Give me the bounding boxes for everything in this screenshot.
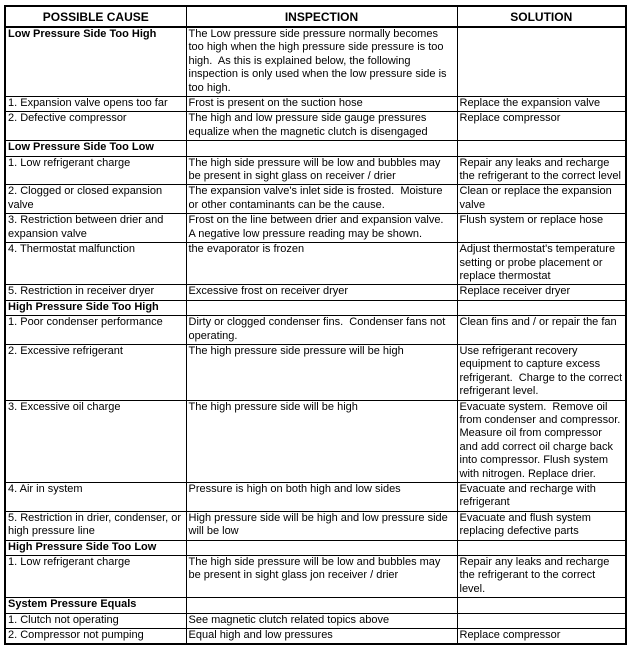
inspection-cell: Excessive frost on receiver dryer xyxy=(186,285,457,300)
table-row xyxy=(5,400,626,482)
inspection-cell: See magnetic clutch related topics above xyxy=(186,613,457,628)
cause-cell: 2. Defective compressor xyxy=(5,112,186,141)
solution-cell xyxy=(457,613,626,628)
solution-cell xyxy=(457,598,626,613)
solution-cell: Use refrigerant recovery equipment to capture excess refrigerant. Charge to the correct refrigerant level. xyxy=(457,344,626,400)
column-header-solution: SOLUTION xyxy=(457,6,626,27)
section-row xyxy=(5,300,626,315)
solution-cell: Clean fins and / or repair the fan xyxy=(457,316,626,345)
cause-cell: 2. Compressor not pumping xyxy=(5,629,186,645)
inspection-cell xyxy=(186,540,457,555)
inspection-cell: Frost on the line between drier and expansion valve. A negative low pressure reading may be shown. xyxy=(186,214,457,243)
cause-cell: High Pressure Side Too Low xyxy=(5,540,186,555)
cause-cell: 1. Low refrigerant charge xyxy=(5,156,186,185)
inspection-cell: The high and low pressure side gauge pressures equalize when the magnetic clutch is disengaged xyxy=(186,112,457,141)
inspection-cell: The high side pressure will be low and bubbles may be present in sight glass on receiver / drier xyxy=(186,156,457,185)
solution-cell: Repair any leaks and recharge the refrigerant to the correct level xyxy=(457,156,626,185)
table-row xyxy=(5,112,626,141)
inspection-cell xyxy=(186,141,457,156)
solution-cell xyxy=(457,540,626,555)
solution-cell: Replace compressor xyxy=(457,629,626,645)
inspection-cell: Equal high and low pressures xyxy=(186,629,457,645)
cause-cell: High Pressure Side Too High xyxy=(5,300,186,315)
header-row xyxy=(5,6,626,27)
section-row xyxy=(5,540,626,555)
solution-cell: Adjust thermostat's temperature setting or probe placement or replace thermostat xyxy=(457,243,626,285)
inspection-cell: The high side pressure will be low and bubbles may be present in sight glass jon receiver / drier xyxy=(186,556,457,598)
table-row xyxy=(5,156,626,185)
solution-cell xyxy=(457,27,626,97)
table-row xyxy=(5,511,626,540)
solution-cell: Evacuate and recharge with refrigerant xyxy=(457,483,626,512)
cause-cell: 1. Low refrigerant charge xyxy=(5,556,186,598)
section-row xyxy=(5,141,626,156)
inspection-cell xyxy=(186,598,457,613)
cause-cell: 3. Restriction between drier and expansion valve xyxy=(5,214,186,243)
inspection-cell: the evaporator is frozen xyxy=(186,243,457,285)
table-row xyxy=(5,344,626,400)
section-row xyxy=(5,27,626,97)
table-row xyxy=(5,97,626,112)
inspection-cell: The high pressure side pressure will be high xyxy=(186,344,457,400)
inspection-cell: The expansion valve's inlet side is frosted. Moisture or other contaminants can be the cause. xyxy=(186,185,457,214)
column-header-inspection: INSPECTION xyxy=(186,6,457,27)
inspection-cell: High pressure side will be high and low pressure side will be low xyxy=(186,511,457,540)
solution-cell: Evacuate and flush system replacing defective parts xyxy=(457,511,626,540)
cause-cell: 2. Excessive refrigerant xyxy=(5,344,186,400)
cause-cell: Low Pressure Side Too Low xyxy=(5,141,186,156)
cause-cell: 4. Air in system xyxy=(5,483,186,512)
section-row xyxy=(5,598,626,613)
cause-cell: 4. Thermostat malfunction xyxy=(5,243,186,285)
cause-cell: 1. Expansion valve opens too far xyxy=(5,97,186,112)
solution-cell: Clean or replace the expansion valve xyxy=(457,185,626,214)
solution-cell: Replace the expansion valve xyxy=(457,97,626,112)
table-row xyxy=(5,285,626,300)
inspection-cell: Frost is present on the suction hose xyxy=(186,97,457,112)
solution-cell: Flush system or replace hose xyxy=(457,214,626,243)
table-row xyxy=(5,613,626,628)
cause-cell: Low Pressure Side Too High xyxy=(5,27,186,97)
table-row xyxy=(5,629,626,645)
inspection-cell: Pressure is high on both high and low sides xyxy=(186,483,457,512)
table-row xyxy=(5,185,626,214)
cause-cell: System Pressure Equals xyxy=(5,598,186,613)
cause-cell: 2. Clogged or closed expansion valve xyxy=(5,185,186,214)
solution-cell xyxy=(457,300,626,315)
column-header-possible-cause: POSSIBLE CAUSE xyxy=(5,6,186,27)
table-row xyxy=(5,483,626,512)
table-row xyxy=(5,556,626,598)
solution-cell: Evacuate system. Remove oil from condenser and compressor. Measure oil from compressor and add correct oil charge back into compressor. Flush system with nitrogen. Replace drier. xyxy=(457,400,626,482)
table-row xyxy=(5,243,626,285)
solution-cell xyxy=(457,141,626,156)
troubleshooting-table xyxy=(4,5,627,645)
solution-cell: Repair any leaks and recharge the refrigerant to the correct level. xyxy=(457,556,626,598)
solution-cell: Replace receiver dryer xyxy=(457,285,626,300)
cause-cell: 5. Restriction in drier, condenser, or high pressure line xyxy=(5,511,186,540)
solution-cell: Replace compressor xyxy=(457,112,626,141)
inspection-cell: The Low pressure side pressure normally becomes too high when the high pressure side pressure is too high. As this is explained below, the following inspection is only used when the low pressure side is too high. xyxy=(186,27,457,97)
cause-cell: 1. Poor condenser performance xyxy=(5,316,186,345)
table-row xyxy=(5,214,626,243)
inspection-cell xyxy=(186,300,457,315)
inspection-cell: Dirty or clogged condenser fins. Condenser fans not operating. xyxy=(186,316,457,345)
cause-cell: 3. Excessive oil charge xyxy=(5,400,186,482)
table-body xyxy=(5,27,626,644)
cause-cell: 5. Restriction in receiver dryer xyxy=(5,285,186,300)
cause-cell: 1. Clutch not operating xyxy=(5,613,186,628)
inspection-cell: The high pressure side will be high xyxy=(186,400,457,482)
table-row xyxy=(5,316,626,345)
